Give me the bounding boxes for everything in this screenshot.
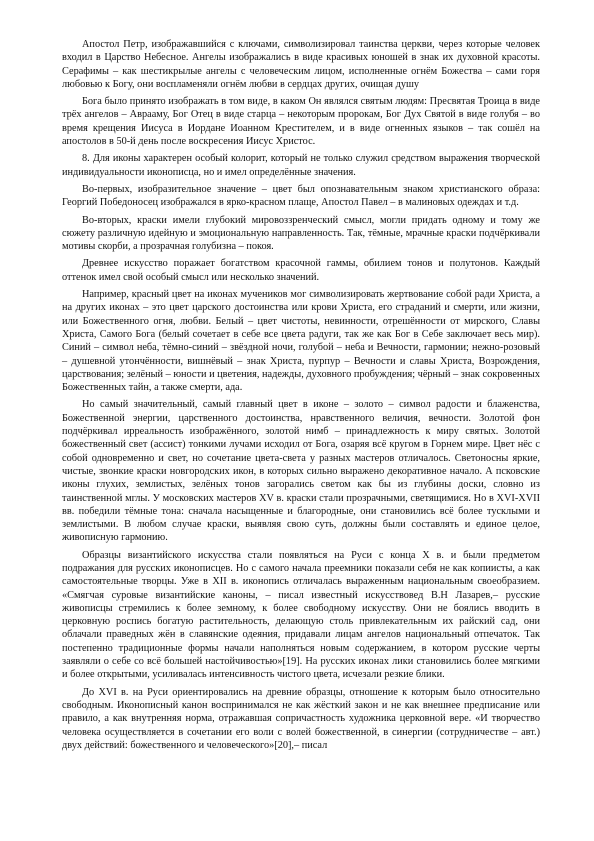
paragraph: Апостол Петр, изображавшийся с ключами, символизировал таинства церкви, через которые человек входил в Царство Небесное. Ангелы изображались в виде красивых юношей в знак их духовной красоты. Серафимы – как шестикрылые ангелы с человеческим лицом, исполненные огнём Божества – сами горя любовью к Богу, они воспламеняли огнём любви в сердцах других, очищая душу bbox=[62, 39, 540, 90]
paragraph: До XVI в. на Руси ориентировались на древние образцы, отношение к которым было относительно свободным. Иконописный канон воспринимался не как жёсткий закон и не как внешнее предписание или правило, а как внутренняя норма, отражавшая сопричастность художника церковной вере. «И творчество человека осуществляется в сочетании его воли с волей божественной, в синергии (сотрудничестве – авт.) двух действий: божественного и человеческого»[20],– писал bbox=[62, 686, 540, 751]
paragraph: Например, красный цвет на иконах мучеников мог символизировать жертвование собой ради Христа, а на других иконах – это цвет царского достоинства или крови Христа, его страданий и смерти, или жизни, или Божественного огня, любви. Белый – цвет чистоты, невинности, отрешённости от мирского, Славы Христа, Самого Бога (белый сочетает в себе все цвета радуги, так же как Бог в Себе заключает весь мир). Синий – символ неба, тёмно-синий – звёздной ночи, голубой – неба и Вечности, гармонии; нежно-розовый – душевной утончённости, вишнёвый – знак Христа, пурпур – Вечности и славы Христа, Возрождения, царствования; зелёный – юности и цветения, надежды, духовного пробуждения; чёрный – знак сокровенных Божественных тайн, а также смерти, ада. bbox=[62, 289, 540, 394]
paragraph: Образцы византийского искусства стали появляться на Руси с конца X в. и были предметом подражания для русских иконописцев. Но с самого начала преемники показали себя не как копиисты, а как самостоятельные творцы. Уже в XII в. иконопись отличалась выраженным национальным своеобразием. «Смягчая суровые византийские каноны, – писал известный искусствовед В.Н Лазарев,– русские живописцы стремились к более земному, к более свободному искусству. Они не боялись вводить в церковную роспись богатую растительность, делающую столь привлекательным их райский сад, они облачали праведных жён в славянские одеяния, придавали лицам ангелов национальный отпечаток. Так постепенно традиционные формы начали наполняться новым содержанием, в котором русские черты заявляли о себе со всё большей настойчивостью»[19]. На русских иконах лики становились более мягкими и более открытыми, усиливалась интенсивность чистого цвета, исчезали резкие блики. bbox=[62, 549, 540, 681]
paragraph: Во-вторых, краски имели глубокий мировоззренческий смысл, могли придать одному и тому же сюжету различную идейную и эмоциональную направленность. Так, тёмные, мрачные краски подчёркивали мотивы скорби, а прозрачная голубизна – покоя. bbox=[62, 214, 540, 253]
paragraph: Во-первых, изобразительное значение – цвет был опознавательным знаком христианского образа: Георгий Победоносец изображался в ярко-красном плаще, Апостол Павел – в малиновых одеждах и т.д. bbox=[62, 183, 540, 209]
paragraph: Древнее искусство поражает богатством красочной гаммы, обилием тонов и полутонов. Каждый оттенок имел свой особый смысл или несколько значений. bbox=[62, 258, 540, 283]
document-page bbox=[62, 38, 540, 756]
paragraph: 8. Для иконы характерен особый колорит, который не только служил средством выражения творческой индивидуальности иконописца, но и имел определённые значения. bbox=[62, 153, 540, 178]
paragraph: Но самый значительный, самый главный цвет в иконе – золото – символ радости и блаженства, Божественной энергии, царственного достоинства, нравственного величия, вечности. Золотой фон подчёркивал ирреальность изображённого, золотой нимб – принадлежность к миру святых. Золотой божественный свет (ассист) тонкими лучами исходил от Бога, озаряя всё кругом в Горнем мире. Цвет нёс с собой одновременно и свет, но сочетание цвета-света у разных мастеров отличалось. Светоносны яркие, чистые, звонкие краски новгородских икон, в которых сильно выражено декоративное начало. А псковские иконы глухих, землистых, зелёных тонов загорались светом как бы из глубины доски, словно из таинственной мглы. У московских мастеров XV в. краски стали прозрачными, светящимися. Но в XVI-XVII вв. победили тёмные тона: сначала насыщенные и благородные, они становились всё более тусклыми и землистыми. В любом случае краски, выявляя свою суть, должны были составлять и единое целое, живописную гармонию. bbox=[62, 399, 540, 544]
paragraph: Бога было принято изображать в том виде, в каком Он являлся святым людям: Пресвятая Троица в виде трёх ангелов – Аврааму, Бог Отец в виде старца – некоторым пророкам, Бог Дух Святой в виде голубя – во время крещения Иисуса в Иордане Иоанном Крестителем, и в виде огненных языков – так сошёл на апостолов в 50-й день после воскресения Иисус Христос. bbox=[62, 96, 540, 148]
